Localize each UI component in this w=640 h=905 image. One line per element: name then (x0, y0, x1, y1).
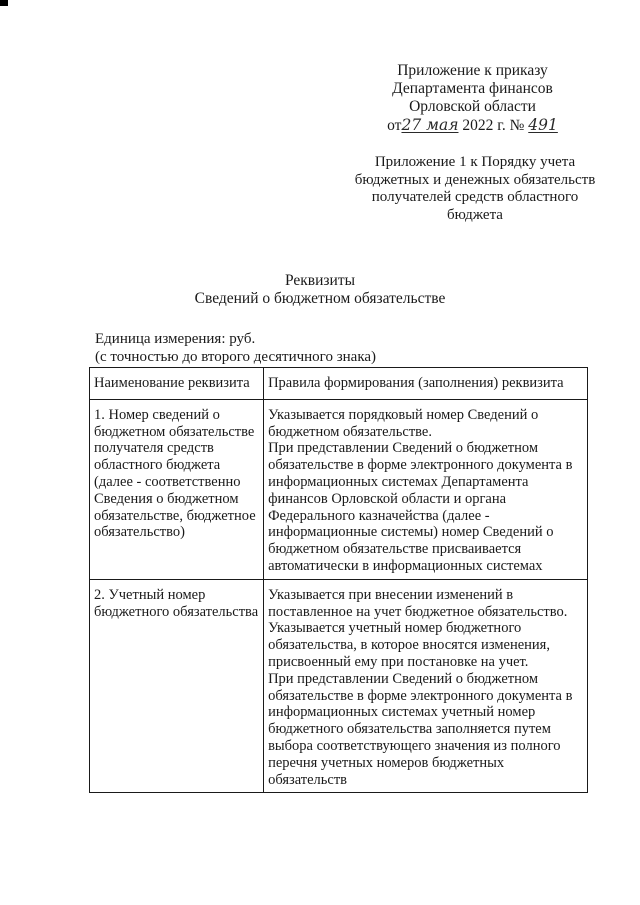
column-header-name: Наименование реквизита (90, 368, 264, 400)
requisite-name-cell: 1. Номер сведений о бюджетном обязательстве получателя средств областного бюджета (далее - соответственно Сведения о бюджетном обязательстве, бюджетное обязательство) (90, 399, 264, 579)
annex-line-2: бюджетных и денежных обязательств (354, 171, 596, 188)
requisite-rule-cell (264, 579, 588, 793)
order-date-handwritten: 27 мая (401, 116, 459, 134)
header-line-annex: Приложение к приказу (397, 62, 548, 79)
title-line-1: Реквизиты (284, 272, 356, 289)
rule-paragraph: Указывается учетный номер бюджетного обязательства, в которое вносятся изменения, присвоенный ему при постановке на учет. (268, 620, 550, 670)
procedure-annex-header (345, 154, 605, 224)
requisites-table (89, 367, 588, 793)
requisite-name-cell: 2. Учетный номер бюджетного обязательства (90, 579, 264, 793)
order-prefix: от (387, 117, 402, 134)
annex-line-4: бюджета (447, 206, 503, 223)
column-header-rules: Правила формирования (заполнения) реквизита (264, 368, 588, 400)
header-line-department: Департамента финансов (392, 80, 553, 97)
order-annex-header (340, 62, 605, 135)
order-number-handwritten: 491 (528, 116, 558, 134)
units-line-2: (с точностью до второго десятичного знака) (95, 348, 377, 365)
rule-paragraph: Указывается порядковый номер Сведений о бюджетном обязательстве. (268, 406, 539, 440)
table-row (90, 579, 588, 793)
header-line-region: Орловской области (409, 98, 536, 115)
units-line-1: Единица измерения: руб. (95, 331, 256, 347)
annex-line-3: получателей средств областного (371, 189, 579, 205)
order-year: 2022 г. № (462, 117, 525, 134)
title-line-2: Сведений о бюджетном обязательстве (194, 290, 446, 307)
annex-line-1: Приложение 1 к Порядку учета (374, 154, 576, 170)
table-header-row (90, 368, 588, 400)
rule-paragraph: При представлении Сведений о бюджетном обязательстве в форме электронного документа в информационных системах учетный номер бюджетного обязательства заполняется путем выбора соответствующего значения из полного перечня учетных номеров бюджетных обязательств (268, 670, 573, 788)
document-title (0, 272, 640, 308)
rule-paragraph: Указывается при внесении изменений в поставленное на учет бюджетное обязательство. (268, 586, 568, 620)
units-note (95, 331, 376, 366)
rule-paragraph: При представлении Сведений о бюджетном обязательстве в форме электронного документа в информационных системах Департамента финансов Орловской области и органа Федерального казначейства (далее - информационные системы) номер Сведений о бюджетном обязательстве присваивается автоматически в информационных системах (268, 440, 573, 574)
requisite-rule-cell (264, 399, 588, 579)
table-row (90, 399, 588, 579)
order-date-number-line (340, 116, 605, 135)
scan-corner-mark (0, 0, 8, 6)
